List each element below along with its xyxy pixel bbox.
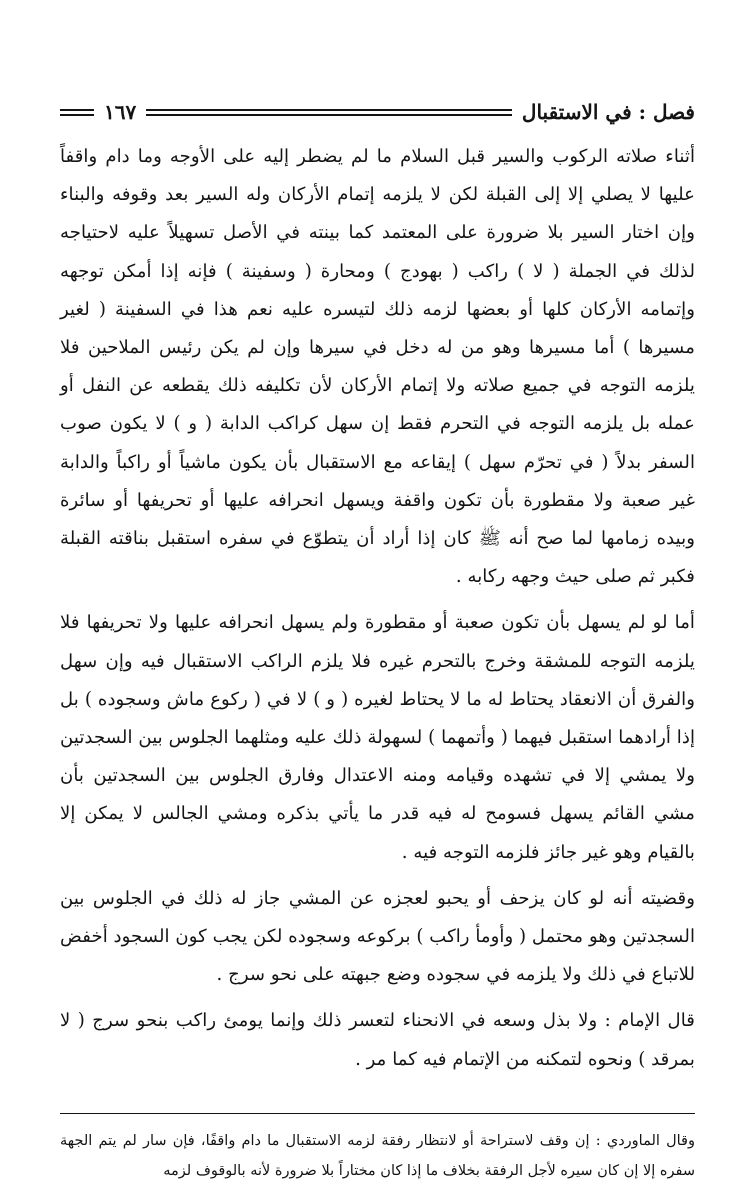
paragraph: أثناء صلاته الركوب والسير قبل السلام ما لم يضطر إليه على الأوجه وما دام واقفاً عليها لا يصلي إلا إلى القبلة لكن لا يلزمه إتمام الأركان وله السير بعد وقوفه والبناء وإن اختار السير بلا ضرورة على المعتمد كما بينته في الأصل تسهيلاً عليه لاحتياجه لذلك في الجملة ( لا ) راكب ( بهودج ) ومحارة ( وسفينة ) فإنه إذا أمكن توجهه وإتمامه الأركان كلها أو بعضها لزمه ذلك لتيسره عليه نعم هذا في السفينة ( لغير مسيرها ) أما مسيرها وهو من له دخل في سيرها وإن لم يكن رئيس الملاحين فلا يلزمه التوجه في جميع صلاته ولا إتمام الأركان لأن تكليفه ذلك يقطعه عن النفل أو عمله بل يلزمه التوجه في التحرم فقط إن سهل كراكب الدابة ( و ) لا يكون صوب السفر بدلاً ( في تحرّم سهل ) إيقاعه مع الاستقبال بأن يكون ماشياً أو راكباً والدابة غير صعبة ولا مقطورة بأن تكون واقفة ويسهل انحرافه عليها أو تحريفها أو سائرة وبيده زمامها لما صح أنه ﷺ كان إذا أراد أن يتطوّع في سفره استقبل بناقته القبلة فكبر ثم صلى حيث وجهه ركابه . [60, 146, 695, 588]
running-header [60, 92, 695, 132]
paragraph: أما لو لم يسهل بأن تكون صعبة أو مقطورة ولم يسهل انحرافه عليها ولا تحريفها فلا يلزمه التوجه للمشقة وخرج بالتحرم غيره فلا يلزم الراكب الاستقبال فيه وإن سهل والفرق أن الانعقاد يحتاط له ما لا يحتاط لغيره ( و ) لا في ( ركوع ماش وسجوده ) بل إذا أرادهما استقبل فيهما ( وأتمهما ) لسهولة ذلك عليه ومثلهما الجلوس بين السجدتين ولا يمشي إلا في تشهده وقيامه ومنه الاعتدال وفارق الجلوس بين السجدتين بأن مشي القائم يسهل فسومح له فيه قدر ما يأتي بذكره ومشي الجالس لا يمكن إلا بالقيام وهو غير جائز فلزمه التوجه فيه . [60, 612, 695, 863]
page-number: ١٦٧ [104, 100, 137, 124]
paragraph: قال الإمام : ولا بذل وسعه في الانحناء لتعسر ذلك وإنما يومئ راكب بنحو سرج ( لا بمرقد ) ونحوه لتمكنه من الإتمام فيه كما مر . [60, 1010, 695, 1070]
chapter-title: فصل : في الاستقبال [521, 100, 695, 124]
main-text [60, 138, 695, 1079]
footnote-separator [60, 1113, 695, 1114]
paragraph: وقضيته أنه لو كان يزحف أو يحبو لعجزه عن المشي جاز له ذلك في الجلوس بين السجدتين وهو محتمل ( وأومأ راكب ) بركوعه وسجوده لكن يجب كون السجود أخفض للاتباع في ذلك ولا يلزمه في سجوده وضع جبهته على نحو سرج . [59, 887, 695, 986]
footnote: وقال الماوردي : إن وقف لاستراحة أو لانتظار رفقة لزمه الاستقبال ما دام واقفًا، فإن سار لم يتم الجهة سفره إلا إن كان سيره لأجل الرفقة بخلاف ما إذا كان مختاراً بلا ضرورة لأنه بالوقوف لزمه [60, 1132, 695, 1179]
header-rule-short [60, 109, 94, 116]
header-rule [146, 109, 512, 116]
book-page [60, 92, 695, 1186]
